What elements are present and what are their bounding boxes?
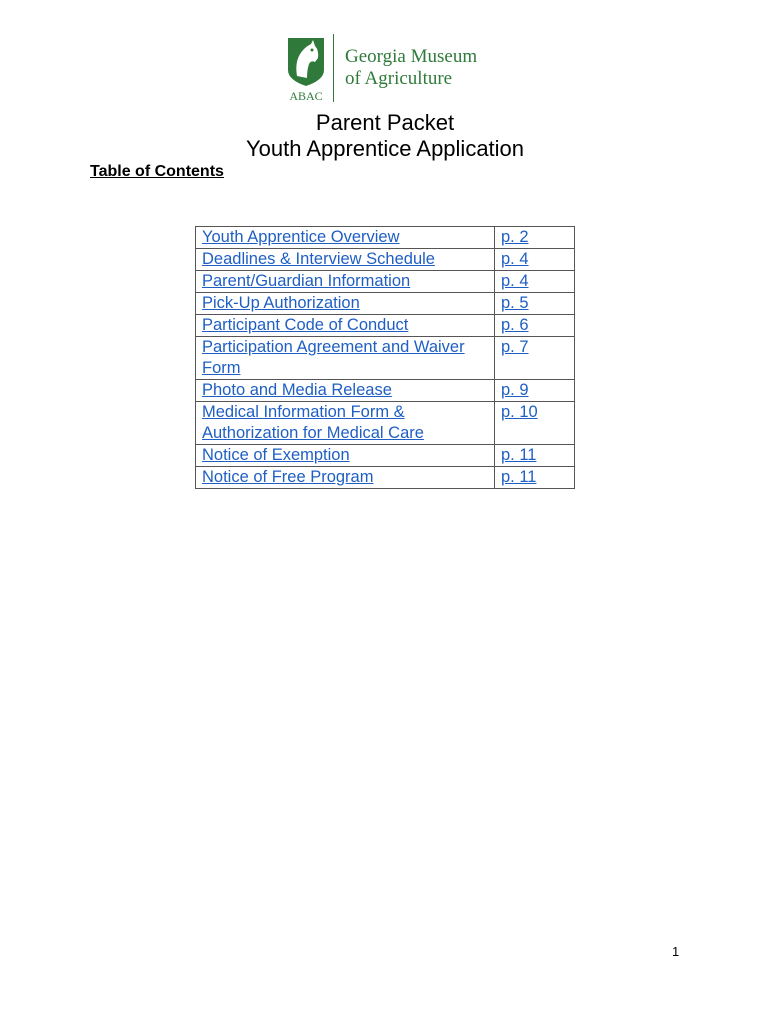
toc-link-code-of-conduct[interactable]: Participant Code of Conduct <box>202 316 409 334</box>
table-row <box>196 337 575 380</box>
toc-page-link[interactable]: p. 7 <box>501 338 529 356</box>
table-row <box>196 227 575 249</box>
table-row <box>196 402 575 445</box>
museum-name-line1: Georgia Museum <box>345 46 478 67</box>
title-line2: Youth Apprentice Application <box>245 136 525 161</box>
title-line1: Parent Packet <box>315 110 455 135</box>
toc-page-link[interactable]: p. 10 <box>501 403 538 421</box>
table-row <box>196 315 575 337</box>
toc-page-link[interactable]: p. 11 <box>501 446 537 464</box>
toc-table <box>195 226 575 489</box>
toc-link-deadlines[interactable]: Deadlines & Interview Schedule <box>202 250 435 268</box>
toc-link-photo-media-release[interactable]: Photo and Media Release <box>202 381 392 399</box>
toc-page-link[interactable]: p. 9 <box>501 381 529 399</box>
table-row <box>196 249 575 271</box>
table-row <box>196 467 575 489</box>
museum-logo <box>285 32 505 104</box>
toc-link-pickup-authorization[interactable]: Pick-Up Authorization <box>202 294 360 312</box>
toc-link-notice-of-free-program[interactable]: Notice of Free Program <box>202 468 374 486</box>
toc-page-link[interactable]: p. 4 <box>501 250 529 268</box>
table-row <box>196 271 575 293</box>
logo-divider <box>333 34 334 102</box>
table-row <box>196 293 575 315</box>
logo-abbr: ABAC <box>289 89 323 102</box>
table-row <box>196 445 575 467</box>
table-row <box>196 380 575 402</box>
toc-page-link[interactable]: p. 6 <box>501 316 529 334</box>
toc-page-link[interactable]: p. 2 <box>501 228 529 246</box>
museum-name-line2: of Agriculture <box>345 68 453 89</box>
museum-name <box>345 46 477 90</box>
page-number: 1 <box>672 944 680 959</box>
toc-page-link[interactable]: p. 11 <box>501 468 537 486</box>
toc-link-medical-information[interactable]: Medical Information Form & Authorization for Medical Care <box>202 403 424 442</box>
horse-shield-logo-icon <box>285 36 327 102</box>
toc-page-link[interactable]: p. 5 <box>501 294 529 312</box>
toc-link-parent-guardian[interactable]: Parent/Guardian Information <box>202 272 411 290</box>
toc-link-youth-apprentice-overview[interactable]: Youth Apprentice Overview <box>202 228 400 246</box>
toc-heading: Table of Contents <box>90 163 224 180</box>
toc-link-notice-of-exemption[interactable]: Notice of Exemption <box>202 446 350 464</box>
toc-link-participation-agreement[interactable]: Participation Agreement and Waiver Form <box>202 338 465 377</box>
toc-page-link[interactable]: p. 4 <box>501 272 529 290</box>
